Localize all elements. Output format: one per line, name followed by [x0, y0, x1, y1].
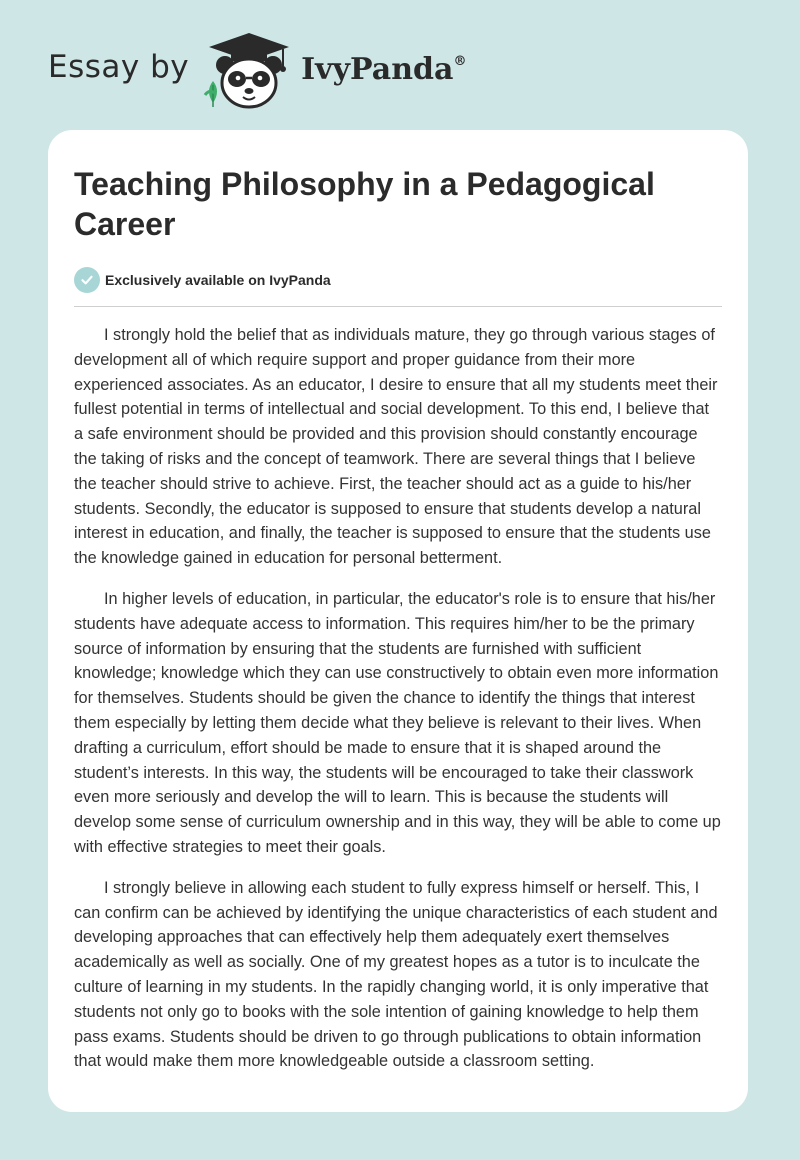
essay-paragraph: In higher levels of education, in particular, the educator's role is to ensure that his/her students have adequate access to information. This requires him/her to be the primary source of information by ensuring that the students are furnished with sufficient knowledge; knowledge which they can use constructively to obtain even more information for themselves. Students should be given the chance to identify the things that interest them especially by letting them decide what they believe is relevant to their lives. When drafting a curriculum, effort should be made to ensure that it is shaped around the student’s interests. In this way, the students will be encouraged to take their classwork even more seriously and develop the will to learn. This is because the students will develop some sense of curriculum ownership and in this way, they will be able to come up with effective strategies to meet their goals.: [74, 589, 721, 856]
site-header: [48, 30, 466, 110]
brand-text: IvyPanda: [301, 51, 454, 87]
essay-paragraph: I strongly hold the belief that as individuals mature, they go through various stages of development all of which require support and proper guidance from their more experienced associates. As an educator, I desire to ensure that all my students meet their fullest potential in terms of intellectual and social development. To this end, I believe that a safe environment should be provided and this provision should constantly encourage the taking of risks and the concept of teamwork. There are several things that I believe the teacher should strive to achieve. First, the teacher should act as a guide to his/her students. Secondly, the educator is supposed to ensure that students develop a natural interest in education, and finally, the teacher is supposed to ensure that the students use the knowledge gained in education for personal betterment.: [74, 326, 718, 568]
essay-by-label: Essay by: [48, 49, 190, 85]
exclusive-badge: [74, 266, 722, 294]
essay-paragraph: I strongly believe in allowing each student to fully express himself or herself. This, I can confirm can be achieved by identifying the unique characteristics of each student and developing approaches that can effectively help them adequately exert themselves academically as well as socially. One of my greatest hopes as a tutor is to inculcate the culture of learning in my students. In the rapidly changing world, it is only imperative that students not only go to books with the sole intention of gaining knowledge to help them pass exams. Students should be driven to go through publications to obtain information that would make them more knowledgeable outside a classroom setting.: [74, 878, 718, 1071]
panda-logo-icon[interactable]: [203, 29, 295, 111]
essay-card: [48, 130, 748, 1112]
essay-title: Teaching Philosophy in a Pedagogical Career: [74, 166, 655, 242]
registered-mark: ®: [453, 53, 467, 69]
check-icon: [74, 267, 100, 293]
exclusive-badge-text: Exclusively available on IvyPanda: [105, 272, 331, 288]
brand-name[interactable]: [301, 52, 466, 87]
title-divider: [74, 306, 722, 307]
